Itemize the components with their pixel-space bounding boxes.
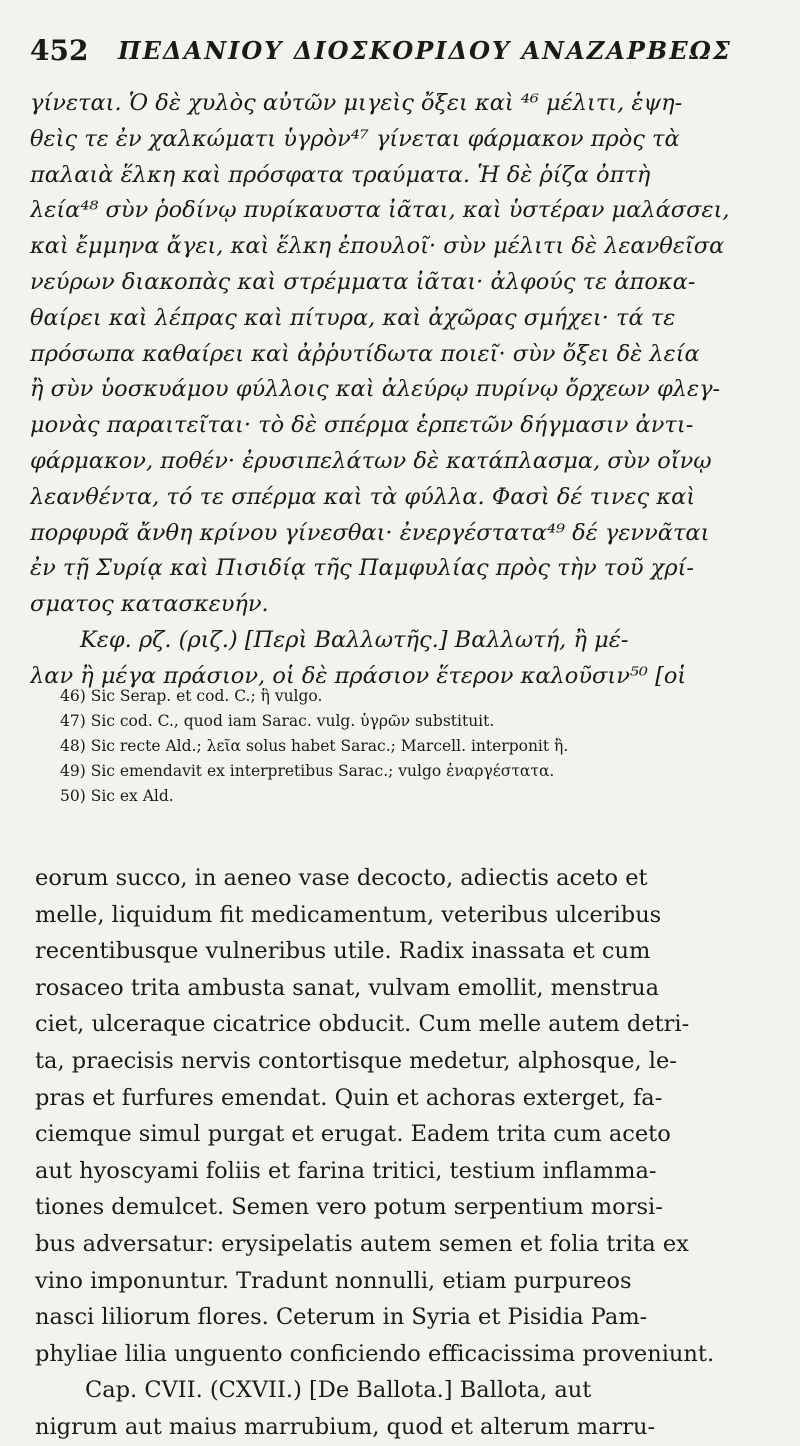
- latin-line: aut hyoscyami foliis et farina tritici, testium inflamma-: [35, 1157, 657, 1184]
- footnote: 48) Sic recte Ald.; λεῖα solus habet Sarac.; Marcell. interponit ἢ.: [60, 737, 569, 755]
- greek-line: λεανθέντα, τό τε σπέρμα καὶ τὰ φύλλα. Φασὶ δέ τινες καὶ: [30, 483, 696, 510]
- greek-line: λεία⁴⁸ σὺν ῥοδίνῳ πυρίκαυστα ἰᾶται, καὶ ὑστέραν μαλάσσει,: [30, 197, 730, 224]
- greek-line: πρόσωπα καθαίρει καὶ ἀῤῥυτίδωτα ποιεῖ· σὺν ὄξει δὲ λεία: [30, 340, 700, 367]
- latin-line: phyliae lilia unguento conficiendo efficacissima proveniunt.: [35, 1340, 715, 1367]
- latin-line: nigrum aut maius marrubium, quod et alterum marru-: [35, 1413, 656, 1440]
- latin-line: bus adversatur: erysipelatis autem semen et folia trita ex: [35, 1230, 689, 1257]
- greek-line: θεὶς τε ἐν χαλκώματι ὑγρὸν⁴⁷ γίνεται φάρμακον πρὸς τὰ: [30, 125, 680, 152]
- latin-line: vino imponuntur. Tradunt nonnulli, etiam purpureos: [35, 1267, 632, 1294]
- latin-line: nasci liliorum flores. Ceterum in Syria et Pisidia Pam-: [35, 1304, 648, 1331]
- latin-line: ciemque simul purgat et erugat. Eadem trita cum aceto: [35, 1121, 671, 1148]
- latin-line: melle, liquidum fit medicamentum, veteribus ulceribus: [35, 901, 662, 928]
- footnote: 46) Sic Serap. et cod. C.; ἢ vulgo.: [60, 687, 323, 705]
- greek-line: παλαιὰ ἕλκη καὶ πρόσφατα τραύματα. Ἡ δὲ ῥίζα ὀπτὴ: [30, 161, 651, 188]
- greek-line: σματος κατασκευήν.: [30, 591, 269, 618]
- page-header: [30, 30, 770, 80]
- latin-line: pras et furfures emendat. Quin et achoras exterget, fa-: [35, 1084, 663, 1111]
- greek-chapter-heading: Κεφ. ρζ. (ριζ.) [Περὶ Βαλλωτῆς.] Βαλλωτή, ἢ μέ-: [80, 626, 629, 653]
- footnote: 49) Sic emendavit ex interpretibus Sarac.; vulgo ἐναργέστατα.: [60, 762, 555, 780]
- running-title: ΠΕΔΑΝΙΟΥ ΔΙΟΣΚΟΡΙΔΟΥ ΑΝΑΖΑΡΒΕΩΣ: [118, 36, 732, 65]
- greek-line: γίνεται. Ὁ δὲ χυλὸς αὐτῶν μιγεὶς ὄξει καὶ ⁴⁶ μέλιτι, ἑψη-: [30, 90, 683, 116]
- greek-line: καὶ ἔμμηνα ἄγει, καὶ ἕλκη ἐπουλοῖ· σὺν μέλιτι δὲ λεανθεῖσα: [30, 233, 725, 260]
- greek-line: φάρμακον, ποθέν· ἐρυσιπελάτων δὲ κατάπλασμα, σὺν οἴνῳ: [30, 447, 712, 474]
- latin-line: eorum succo, in aeneo vase decocto, adiectis aceto et: [35, 865, 648, 891]
- greek-line: ἐν τῇ Συρίᾳ καὶ Πισιδίᾳ τῆς Παμφυλίας πρὸς τὴν τοῦ χρί-: [30, 555, 694, 582]
- greek-line: θαίρει καὶ λέπρας καὶ πίτυρα, καὶ ἀχῶρας σμήχει· τά τε: [30, 304, 676, 331]
- latin-text: [35, 860, 770, 1446]
- latin-line: tiones demulcet. Semen vero potum serpentium morsi-: [35, 1194, 663, 1221]
- latin-line: ta, praecisis nervis contortisque medetur, alphosque, le-: [35, 1047, 677, 1074]
- latin-line: rosaceo trita ambusta sanat, vulvam emollit, menstrua: [35, 974, 660, 1001]
- greek-line: πορφυρᾶ ἄνθη κρίνου γίνεσθαι· ἐνεργέστατα⁴⁹ δέ γεννᾶται: [30, 519, 710, 546]
- latin-line: recentibusque vulneribus utile. Radix inassata et cum: [35, 938, 651, 965]
- greek-line: μονὰς παραιτεῖται· τὸ δὲ σπέρμα ἑρπετῶν δήγμασιν ἀντι-: [30, 412, 694, 439]
- footnote: 50) Sic ex Ald.: [60, 787, 174, 805]
- latin-line: ciet, ulceraque cicatrice obducit. Cum melle autem detri-: [35, 1011, 690, 1038]
- footnotes: [60, 684, 780, 809]
- greek-text: [30, 86, 775, 695]
- greek-line: νεύρων διακοπὰς καὶ στρέμματα ἰᾶται· ἀλφούς τε ἀποκα-: [30, 268, 696, 295]
- greek-line: ἢ σὺν ὑοσκυάμου φύλλοις καὶ ἀλεύρῳ πυρίνῳ ὄρχεων φλεγ-: [30, 376, 721, 403]
- latin-chapter-heading: Cap. CVII. (CXVII.) [De Ballota.] Ballota, aut: [85, 1377, 592, 1404]
- footnote: 47) Sic cod. C., quod iam Sarac. vulg. ὑγρῶν substituit.: [60, 712, 495, 730]
- page-number: 452: [30, 34, 89, 67]
- greek-line: λαν ἢ μέγα πράσιον, οἱ δὲ πράσιον ἕτερον καλοῦσιν⁵⁰ [οἱ: [30, 662, 687, 689]
